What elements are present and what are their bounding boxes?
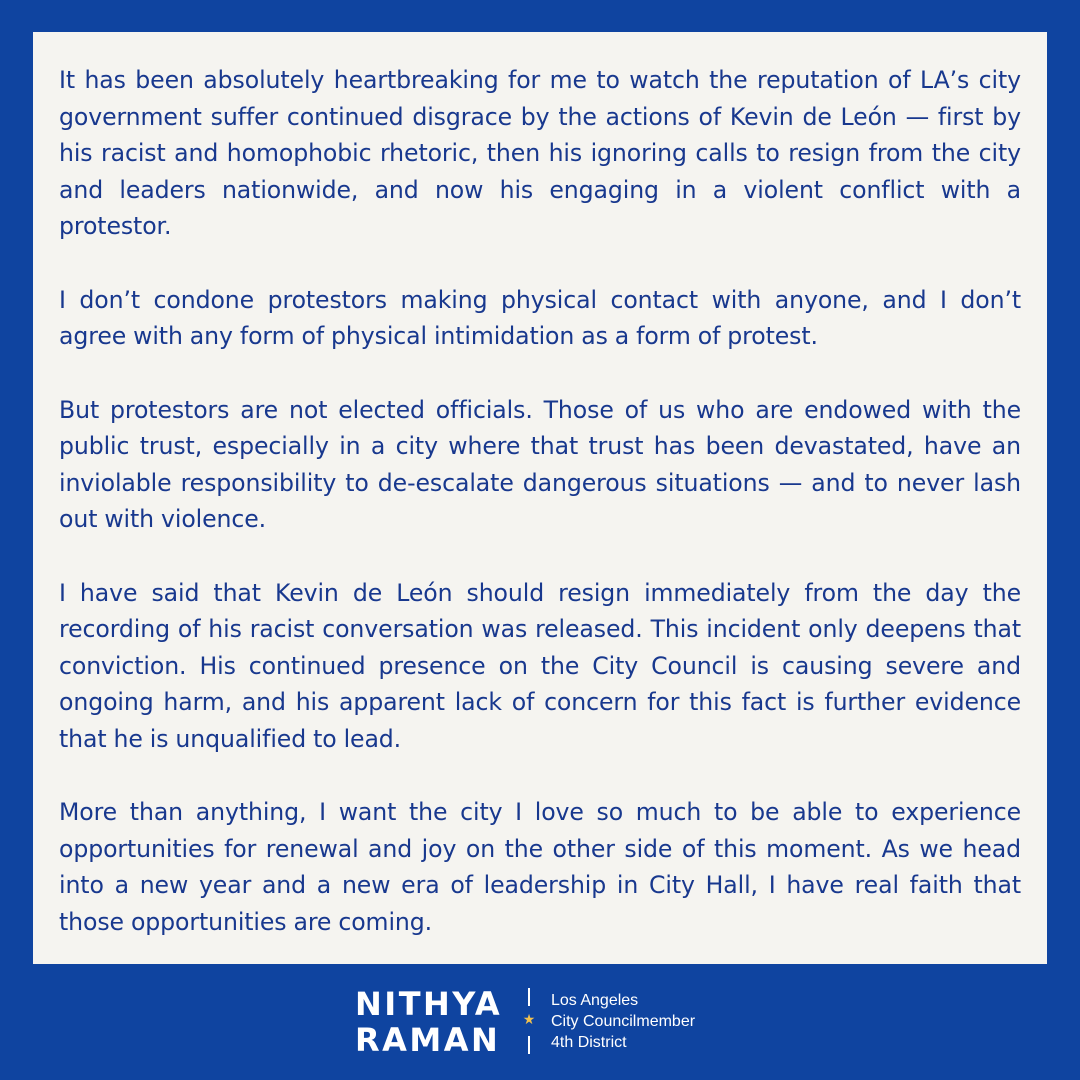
name-last: RAMAN: [355, 1021, 501, 1059]
title-district: 4th District: [551, 1034, 627, 1051]
divider-bar-bottom: [528, 1036, 530, 1054]
title-role: City Councilmember: [551, 1013, 696, 1030]
statement-paragraph-4: I have said that Kevin de León should resign immediately from the day the recording of his racist conversation was released. This incident only deepens that conviction. His continued presence on the City Council is causing severe and ongoing harm, and his apparent lack of concern for this fact is further evidence that he is unqualified to lead.: [59, 578, 1021, 753]
statement-paragraph-5: More than anything, I want the city I love so much to be able to experience opportunities for renewal and joy on the other side of this moment. As we head into a new year and a new era of leadership in City Hall, I have real faith that those opportunities are coming.: [59, 798, 1021, 936]
divider-bar-top: [528, 988, 530, 1006]
title-city: Los Angeles: [551, 992, 639, 1009]
star-icon: ★: [522, 1012, 536, 1028]
councilmember-name: [355, 986, 515, 1058]
statement-panel: [33, 32, 1047, 964]
statement-paragraph-1: It has been absolutely heartbreaking for me to watch the reputation of LA’s city government suffer continued disgrace by the actions of Kevin de León — first by his racist and homophobic rhetoric, then his ignoring calls to resign from the city and leaders nationwide, and now his engaging in a violent conflict with a protestor.: [59, 66, 1021, 240]
signature-footer: [0, 964, 1080, 1080]
statement-text: [59, 62, 1021, 940]
name-first: NITHYA: [355, 985, 503, 1023]
statement-paragraph-3: But protestors are not elected officials. Those of us who are endowed with the public trust, especially in a city where that trust has been devastated, have an inviolable responsibility to de-escalate dangerous situations — and to never lash out with violence.: [59, 395, 1021, 533]
footer-divider: [522, 988, 536, 1054]
statement-paragraph-2: I don’t condone protestors making physical contact with anyone, and I don’t agree with any form of physical intimidation as a form of protest.: [59, 285, 1021, 350]
councilmember-title: [551, 990, 695, 1053]
